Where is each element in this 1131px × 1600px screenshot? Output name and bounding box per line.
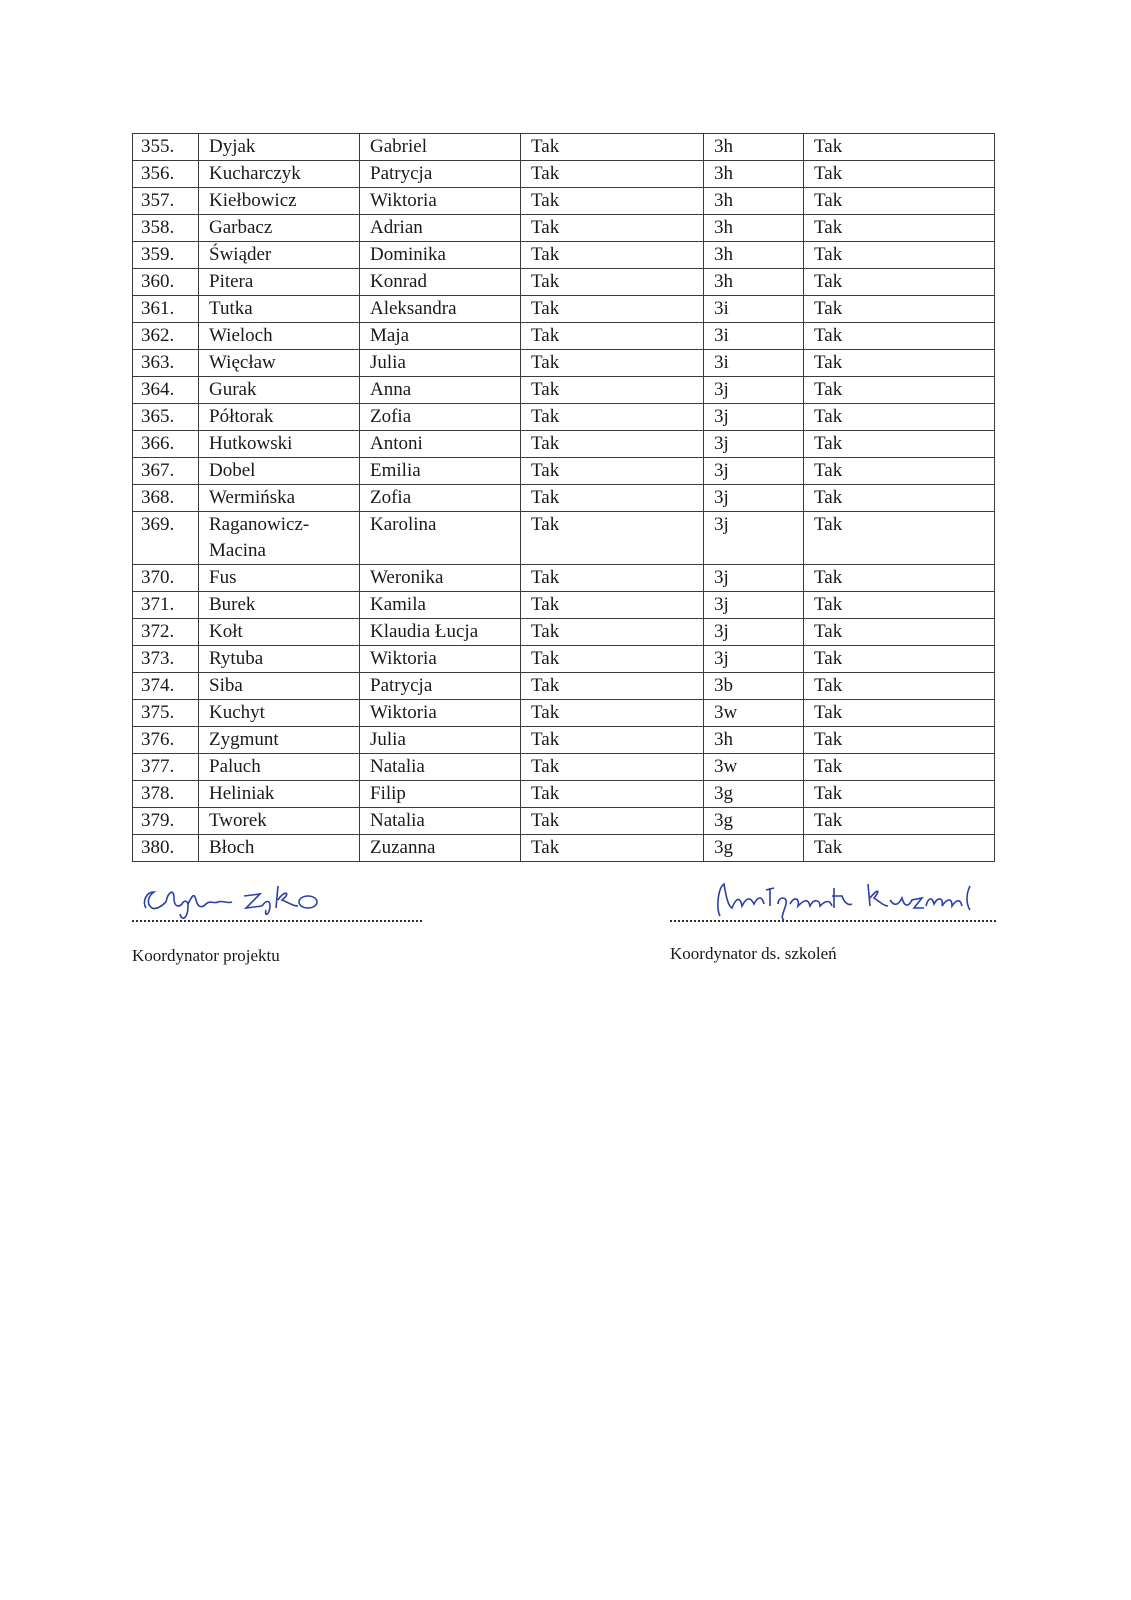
last-name-cell: Kuchyt <box>199 700 360 727</box>
status-cell-b: Tak <box>804 592 995 619</box>
last-name-cell: Więcław <box>199 350 360 377</box>
table-row <box>133 754 995 781</box>
status-cell-b: Tak <box>804 431 995 458</box>
status-cell-b: Tak <box>804 296 995 323</box>
class-cell: 3g <box>704 781 804 808</box>
last-name-cell: Siba <box>199 673 360 700</box>
first-name-cell: Natalia <box>360 808 521 835</box>
last-name-cell: Pitera <box>199 269 360 296</box>
table-row <box>133 458 995 485</box>
row-number: 355. <box>133 134 199 161</box>
signature-area <box>132 878 422 922</box>
first-name-cell: Gabriel <box>360 134 521 161</box>
first-name-cell: Emilia <box>360 458 521 485</box>
status-cell-b: Tak <box>804 404 995 431</box>
row-number: 376. <box>133 727 199 754</box>
status-cell-b: Tak <box>804 188 995 215</box>
last-name-cell: Gurak <box>199 377 360 404</box>
status-cell-b: Tak <box>804 377 995 404</box>
last-name-cell: Tworek <box>199 808 360 835</box>
signature-dotted-line <box>132 920 422 922</box>
class-cell: 3g <box>704 808 804 835</box>
status-cell-a: Tak <box>521 377 704 404</box>
last-name-cell: Zygmunt <box>199 727 360 754</box>
signature-block-training-coordinator <box>670 878 996 922</box>
last-name-cell: Burek <box>199 592 360 619</box>
table-row <box>133 404 995 431</box>
status-cell-b: Tak <box>804 215 995 242</box>
first-name-cell: Julia <box>360 350 521 377</box>
status-cell-b: Tak <box>804 269 995 296</box>
row-number: 358. <box>133 215 199 242</box>
class-cell: 3j <box>704 592 804 619</box>
status-cell-a: Tak <box>521 512 704 565</box>
status-cell-b: Tak <box>804 781 995 808</box>
status-cell-a: Tak <box>521 619 704 646</box>
status-cell-a: Tak <box>521 296 704 323</box>
class-cell: 3j <box>704 512 804 565</box>
class-cell: 3h <box>704 161 804 188</box>
table-row <box>133 269 995 296</box>
row-number: 373. <box>133 646 199 673</box>
status-cell-b: Tak <box>804 700 995 727</box>
status-cell-b: Tak <box>804 161 995 188</box>
status-cell-b: Tak <box>804 458 995 485</box>
first-name-cell: Klaudia Łucja <box>360 619 521 646</box>
last-name-cell: Hutkowski <box>199 431 360 458</box>
status-cell-a: Tak <box>521 646 704 673</box>
first-name-cell: Anna <box>360 377 521 404</box>
table-row <box>133 619 995 646</box>
first-name-cell: Patrycja <box>360 161 521 188</box>
first-name-cell: Karolina <box>360 512 521 565</box>
table-row <box>133 188 995 215</box>
row-number: 370. <box>133 565 199 592</box>
class-cell: 3j <box>704 619 804 646</box>
status-cell-b: Tak <box>804 134 995 161</box>
first-name-cell: Antoni <box>360 431 521 458</box>
first-name-cell: Wiktoria <box>360 700 521 727</box>
status-cell-a: Tak <box>521 161 704 188</box>
row-number: 377. <box>133 754 199 781</box>
row-number: 360. <box>133 269 199 296</box>
last-name-cell: Kołt <box>199 619 360 646</box>
class-cell: 3j <box>704 431 804 458</box>
class-cell: 3j <box>704 646 804 673</box>
status-cell-a: Tak <box>521 565 704 592</box>
first-name-cell: Zofia <box>360 404 521 431</box>
participants-table-body <box>133 134 995 862</box>
status-cell-b: Tak <box>804 727 995 754</box>
last-name-cell: Fus <box>199 565 360 592</box>
status-cell-a: Tak <box>521 808 704 835</box>
last-name-cell: Paluch <box>199 754 360 781</box>
last-name-cell: Raganowicz-Macina <box>199 512 360 565</box>
participants-table <box>132 133 995 862</box>
table-row <box>133 161 995 188</box>
last-name-cell: Dyjak <box>199 134 360 161</box>
table-row <box>133 377 995 404</box>
table-row <box>133 808 995 835</box>
table-row <box>133 350 995 377</box>
class-cell: 3h <box>704 215 804 242</box>
class-cell: 3j <box>704 565 804 592</box>
last-name-cell: Garbacz <box>199 215 360 242</box>
status-cell-a: Tak <box>521 754 704 781</box>
handwritten-signature-right <box>670 878 996 922</box>
last-name-cell: Kiełbowicz <box>199 188 360 215</box>
table-row <box>133 646 995 673</box>
row-number: 369. <box>133 512 199 565</box>
row-number: 361. <box>133 296 199 323</box>
row-number: 380. <box>133 835 199 862</box>
first-name-cell: Dominika <box>360 242 521 269</box>
first-name-cell: Weronika <box>360 565 521 592</box>
table-row <box>133 835 995 862</box>
status-cell-a: Tak <box>521 215 704 242</box>
row-number: 378. <box>133 781 199 808</box>
status-cell-a: Tak <box>521 269 704 296</box>
table-row <box>133 565 995 592</box>
status-cell-b: Tak <box>804 646 995 673</box>
row-number: 357. <box>133 188 199 215</box>
first-name-cell: Wiktoria <box>360 188 521 215</box>
class-cell: 3w <box>704 754 804 781</box>
status-cell-b: Tak <box>804 350 995 377</box>
status-cell-a: Tak <box>521 673 704 700</box>
row-number: 365. <box>133 404 199 431</box>
class-cell: 3i <box>704 350 804 377</box>
class-cell: 3h <box>704 134 804 161</box>
status-cell-a: Tak <box>521 323 704 350</box>
last-name-cell: Błoch <box>199 835 360 862</box>
first-name-cell: Konrad <box>360 269 521 296</box>
role-label-left: Koordynator projektu <box>132 946 280 965</box>
class-cell: 3h <box>704 242 804 269</box>
last-name-cell: Heliniak <box>199 781 360 808</box>
last-name-cell: Wermińska <box>199 485 360 512</box>
status-cell-a: Tak <box>521 134 704 161</box>
first-name-cell: Natalia <box>360 754 521 781</box>
status-cell-b: Tak <box>804 754 995 781</box>
status-cell-b: Tak <box>804 835 995 862</box>
last-name-cell: Półtorak <box>199 404 360 431</box>
last-name-cell: Tutka <box>199 296 360 323</box>
first-name-cell: Kamila <box>360 592 521 619</box>
first-name-cell: Zofia <box>360 485 521 512</box>
first-name-cell: Zuzanna <box>360 835 521 862</box>
first-name-cell: Filip <box>360 781 521 808</box>
first-name-cell: Maja <box>360 323 521 350</box>
status-cell-a: Tak <box>521 700 704 727</box>
class-cell: 3h <box>704 188 804 215</box>
class-cell: 3h <box>704 269 804 296</box>
status-cell-a: Tak <box>521 242 704 269</box>
class-cell: 3i <box>704 323 804 350</box>
class-cell: 3j <box>704 377 804 404</box>
row-number: 368. <box>133 485 199 512</box>
handwritten-signature-left <box>132 878 332 922</box>
status-cell-a: Tak <box>521 485 704 512</box>
status-cell-b: Tak <box>804 323 995 350</box>
first-name-cell: Julia <box>360 727 521 754</box>
table-row <box>133 727 995 754</box>
signature-block-project-coordinator <box>132 878 422 922</box>
status-cell-a: Tak <box>521 781 704 808</box>
status-cell-b: Tak <box>804 565 995 592</box>
status-cell-a: Tak <box>521 835 704 862</box>
status-cell-b: Tak <box>804 619 995 646</box>
status-cell-b: Tak <box>804 512 995 565</box>
status-cell-a: Tak <box>521 727 704 754</box>
status-cell-b: Tak <box>804 242 995 269</box>
signature-area <box>670 878 996 922</box>
role-label-right: Koordynator ds. szkoleń <box>670 944 837 963</box>
table-row <box>133 485 995 512</box>
table-row <box>133 512 995 565</box>
row-number: 356. <box>133 161 199 188</box>
class-cell: 3i <box>704 296 804 323</box>
table-row <box>133 134 995 161</box>
table-row <box>133 592 995 619</box>
table-row <box>133 673 995 700</box>
last-name-cell: Kucharczyk <box>199 161 360 188</box>
table-row <box>133 323 995 350</box>
row-number: 374. <box>133 673 199 700</box>
table-row <box>133 296 995 323</box>
row-number: 363. <box>133 350 199 377</box>
row-number: 375. <box>133 700 199 727</box>
table-row <box>133 242 995 269</box>
row-number: 364. <box>133 377 199 404</box>
class-cell: 3h <box>704 727 804 754</box>
table-row <box>133 781 995 808</box>
status-cell-b: Tak <box>804 485 995 512</box>
table-row <box>133 700 995 727</box>
last-name-cell: Świąder <box>199 242 360 269</box>
status-cell-b: Tak <box>804 808 995 835</box>
status-cell-a: Tak <box>521 458 704 485</box>
status-cell-a: Tak <box>521 431 704 458</box>
status-cell-b: Tak <box>804 673 995 700</box>
first-name-cell: Patrycja <box>360 673 521 700</box>
row-number: 367. <box>133 458 199 485</box>
status-cell-a: Tak <box>521 404 704 431</box>
row-number: 372. <box>133 619 199 646</box>
class-cell: 3j <box>704 485 804 512</box>
first-name-cell: Aleksandra <box>360 296 521 323</box>
first-name-cell: Wiktoria <box>360 646 521 673</box>
class-cell: 3j <box>704 458 804 485</box>
row-number: 379. <box>133 808 199 835</box>
class-cell: 3w <box>704 700 804 727</box>
last-name-cell: Wieloch <box>199 323 360 350</box>
status-cell-a: Tak <box>521 592 704 619</box>
row-number: 359. <box>133 242 199 269</box>
first-name-cell: Adrian <box>360 215 521 242</box>
row-number: 362. <box>133 323 199 350</box>
status-cell-a: Tak <box>521 350 704 377</box>
status-cell-a: Tak <box>521 188 704 215</box>
class-cell: 3j <box>704 404 804 431</box>
row-number: 371. <box>133 592 199 619</box>
last-name-cell: Dobel <box>199 458 360 485</box>
last-name-cell: Rytuba <box>199 646 360 673</box>
signature-dotted-line <box>670 920 996 922</box>
table-row <box>133 215 995 242</box>
class-cell: 3b <box>704 673 804 700</box>
class-cell: 3g <box>704 835 804 862</box>
row-number: 366. <box>133 431 199 458</box>
table-row <box>133 431 995 458</box>
